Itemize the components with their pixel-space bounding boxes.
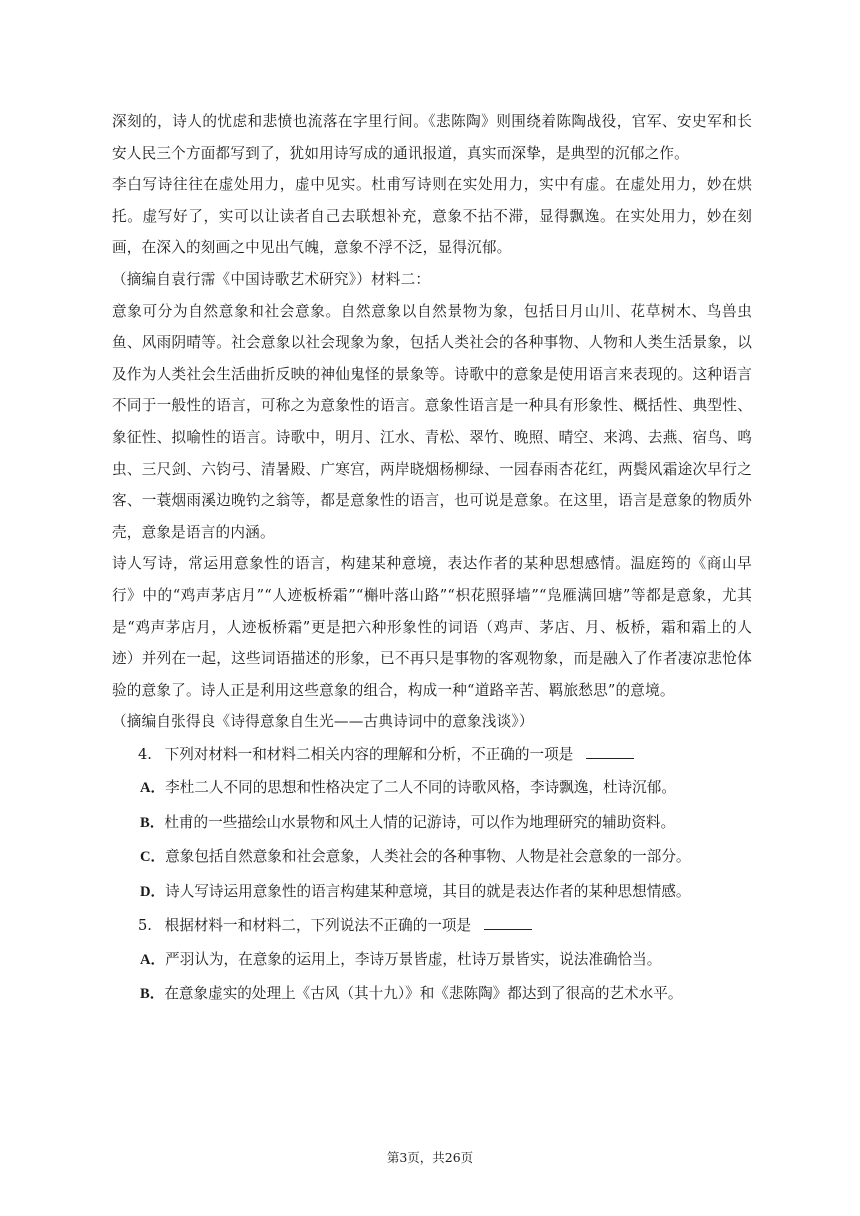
answer-blank[interactable] bbox=[586, 744, 634, 759]
source-note-2: （摘编自张得良《诗得意象自生光——古典诗词中的意象浅谈》） bbox=[112, 713, 534, 731]
option-letter: B． bbox=[140, 814, 165, 831]
question-number: 4. bbox=[138, 745, 152, 763]
option-letter: A． bbox=[140, 951, 166, 968]
q4-option-a bbox=[112, 771, 752, 806]
page-content bbox=[112, 106, 752, 1012]
answer-blank[interactable] bbox=[484, 915, 532, 930]
paragraph-1: 深刻的，诗人的忧虑和悲愤也流落在字里行间。《悲陈陶》则围绕着陈陶战役，官军、安史军和长安人民三个方面都写到了，犹如用诗写成的通讯报道，真实而深挚，是典型的沉郁之作。 bbox=[112, 113, 752, 162]
option-text: 意象包括自然意象和社会意象，人类社会的各种事物、人物是社会意象的一部分。 bbox=[165, 848, 691, 866]
q5-option-a bbox=[112, 943, 752, 978]
option-text: 杜甫的一些描绘山水景物和风土人情的记游诗，可以作为地理研究的辅助资料。 bbox=[164, 813, 676, 831]
paragraph-4: 诗人写诗，常运用意象性的语言，构建某种意境，表达作者的某种思想感情。温庭筠的《商山早行》中的“鸡声茅店月”“人迹板桥霜”“槲叶落山路”“枳花照驿墙”“凫雁满回塘”等都是意象，尤其是“鸡声茅店月，人迹板桥霜”更是把六种形象性的词语（鸡声、茅店、月、板桥，霜和霜上的人迹）并列在一起，这些词语描述的形象，已不再只是事物的客观物象，而是融入了作者凄凉悲怆体验的意象了。诗人正是利用这些意象的组合，构成一种“道路辛苦、羁旅愁思”的意境。 bbox=[112, 555, 752, 699]
option-text: 在意象虚实的处理上《古风（其十九）》和《悲陈陶》都达到了很高的艺术水平。 bbox=[164, 985, 683, 1003]
q4-option-d bbox=[112, 875, 752, 910]
question-stem: 根据材料一和材料二，下列说法不正确的一项是 bbox=[164, 917, 472, 935]
q5-option-b bbox=[112, 977, 752, 1012]
option-text: 李杜二人不同的思想和性格决定了二人不同的诗歌风格，李诗飘逸，杜诗沉郁。 bbox=[165, 779, 676, 797]
paragraph-2: 李白写诗往往在虚处用力，虚中见实。杜甫写诗则在实处用力，实中有虚。在虚处用力，妙在烘托。虚写好了，实可以让读者自己去联想补充，意象不拈不滞，显得飘逸。在实处用力，妙在刻画，在深入的刻画之中见出气魄，意象不浮不泛，显得沉郁。 bbox=[112, 176, 752, 257]
option-letter: D． bbox=[140, 883, 166, 900]
option-text: 诗人写诗运用意象性的语言构建某种意境，其目的就是表达作者的某种思想情感。 bbox=[165, 882, 691, 900]
q4-option-c bbox=[112, 840, 752, 875]
option-letter: A． bbox=[140, 780, 166, 797]
option-text: 严羽认为，在意象的运用上，李诗万景皆虚，杜诗万景皆实，说法准确恰当。 bbox=[165, 950, 662, 968]
paragraph-3: 意象可分为自然意象和社会意象。自然意象以自然景物为象，包括日月山川、花草树木、鸟兽虫鱼、风雨阴晴等。社会意象以社会现象为象，包括人类社会的各种事物、人物和人类生活景象，以及作为人类社会生活曲折反映的神仙鬼怪的景象等。诗歌中的意象是使用语言来表现的。这种语言不同于一般性的语言，可称之为意象性的语言。意象性语言是一种具有形象性、概括性、典型性、象征性、拟喻性的语言。诗歌中，明月、江水、青松、翠竹、晚照、晴空、来鸿、去燕、宿鸟、鸣虫、三尺剑、六钧弓、清暑殿、广寒宫，两岸晓烟杨柳绿、一园春雨杏花红，两鬓风霜途次早行之客、一蓑烟雨溪边晚钓之翁等，都是意象性的语言，也可说是意象。在这里，语言是意象的物质外壳，意象是语言的内涵。 bbox=[112, 302, 752, 541]
question-5 bbox=[112, 909, 752, 943]
question-stem: 下列对材料一和材料二相关内容的理解和分析，不正确的一项是 bbox=[164, 745, 574, 763]
option-letter: C． bbox=[140, 849, 166, 866]
option-letter: B． bbox=[140, 986, 165, 1003]
question-4 bbox=[112, 738, 752, 772]
q4-option-b bbox=[112, 806, 752, 841]
page-footer: 第3页，共26页 bbox=[386, 1150, 474, 1165]
source-note-1: （摘编自袁行霈《中国诗歌艺术研究》）材料二： bbox=[112, 270, 431, 288]
question-number: 5. bbox=[138, 917, 152, 935]
